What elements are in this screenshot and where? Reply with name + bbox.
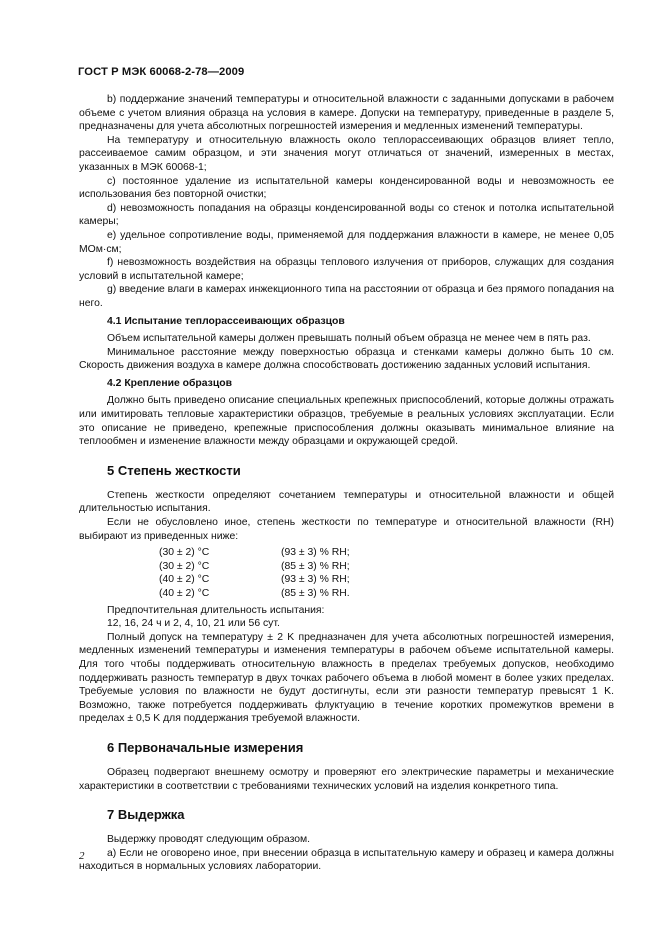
item-c-paragraph: c) постоянное удаление из испытательной камеры конденсированной воды и невозможность ее использования без повторной очистки;	[79, 175, 614, 201]
severity-row	[159, 546, 350, 560]
severity-temperature: (30 ± 2) °C	[159, 560, 210, 572]
subsection-4-2-paragraph: Должно быть приведено описание специальных крепежных приспособлений, которые должны отражать или имитировать тепловые характеристики образцов, требуемые в реальных условиях эксплуатации. Если это описание не приведено, крепежные приспособления должны оказывать минимальное влияние на теплообмен и изменение влажности между образцами и окружающей средой.	[79, 395, 614, 448]
item-f-paragraph: f) невозможность воздействия на образцы теплового излучения от приборов, служащих для создания условий в испытательной камере;	[79, 257, 614, 282]
subsection-4-1-paragraph: Минимальное расстояние между поверхностью образца и стенками камеры должно быть 10 см. Скорость движения воздуха в камере должна способствовать достижению заданных условий испытания.	[79, 346, 614, 372]
subsection-4-1-title: 4.1 Испытание теплорассеивающих образцов	[107, 315, 345, 327]
severity-humidity: (93 ± 3) % RH;	[281, 547, 350, 559]
section-7-paragraph: Выдержку проводят следующим образом.	[107, 834, 311, 846]
section-5-paragraph: Полный допуск на температуру ± 2 K предназначен для учета абсолютных погрешностей измерения, медленных изменений температуры и изменения температуры в рабочем объеме испытательной камеры. Для того чтобы поддерживать относительную влажность в пределах требуемых допусков, необходимо поддерживать разность температур в двух точках рабочего объема в любой момент в более узких пределах. Требуемые условия по влажности не будут достигнуты, если эти разности температур превысят 1 K. Возможно, также потребуется поддерживать флуктуацию в течение коротких промежутков времени в пределах ± 0,5 K для поддержания требуемой влажности.	[79, 631, 614, 725]
severity-temperature: (40 ± 2) °C	[159, 588, 210, 599]
section-5-paragraph: Степень жесткости определяют сочетанием температуры и относительной влажности и общей длительностью испытания.	[79, 489, 614, 515]
document-body	[79, 93, 614, 874]
severity-table	[159, 546, 350, 600]
item-b-paragraph: b) поддержание значений температуры и относительной влажности с заданными допусками в рабочем объеме с учетом влияния образца на условия в камере. Допуски на температуру, приведенные в разделе 5, предназначены для учета абсолютных погрешностей измерения и медленных изменений температуры.	[79, 94, 614, 133]
item-d-paragraph: d) невозможность попадания на образцы конденсированной воды со стенок и потолка испытательной камеры;	[79, 202, 614, 228]
severity-humidity: (85 ± 3) % RH.	[281, 588, 350, 599]
severity-humidity: (85 ± 3) % RH;	[281, 560, 350, 572]
document-header: ГОСТ Р МЭК 60068-2-78—2009	[78, 66, 245, 78]
item-g-paragraph: g) введение влаги в камерах инжекционного типа на расстоянии от образца и без прямого попадания на него.	[79, 284, 614, 309]
severity-temperature: (40 ± 2) °C	[159, 574, 210, 586]
duration-values: 12, 16, 24 ч и 2, 4, 10, 21 или 56 сут.	[107, 618, 280, 630]
severity-row	[159, 587, 350, 601]
section-7-item-a: a) Если не оговорено иное, при внесении образца в испытательную камеру и образец и камера должны находиться в нормальных условиях лаборатории.	[79, 847, 614, 873]
section-5-heading: 5 Степень жесткости	[107, 462, 241, 478]
subsection-4-2-title: 4.2 Крепление образцов	[107, 377, 232, 389]
heat-dissipation-note: На температуру и относительную влажность около теплорассеивающих образцов влияет тепло, рассеиваемое самим образцом, и эти значения могут отличаться от значений, измеренных в местах, указанных в МЭК 60068-1;	[79, 134, 614, 173]
subsection-4-1-paragraph: Объем испытательной камеры должен превышать полный объем образца не менее чем в пять раз.	[107, 333, 591, 345]
section-6-paragraph: Образец подвергают внешнему осмотру и проверяют его электрические параметры и механические характеристики в соответствии с требованиями технических условий на изделия конкретного типа.	[79, 766, 614, 792]
section-5-paragraph: Если не обусловлено иное, степень жесткости по температуре и относительной влажности (RH) выбирают из приведенных ниже:	[79, 517, 614, 542]
page-number: 2	[79, 850, 85, 862]
section-7-heading: 7 Выдержка	[107, 807, 185, 823]
duration-label: Предпочтительная длительность испытания:	[107, 604, 325, 616]
section-6-heading: 6 Первоначальные измерения	[107, 739, 304, 755]
severity-humidity: (93 ± 3) % RH;	[281, 574, 350, 586]
severity-row	[159, 573, 350, 587]
severity-row	[159, 560, 350, 574]
item-e-paragraph: e) удельное сопротивление воды, применяемой для поддержания влажности в камере, не менее 0,05 МОм·см;	[79, 229, 614, 255]
severity-temperature: (30 ± 2) °C	[159, 547, 210, 559]
